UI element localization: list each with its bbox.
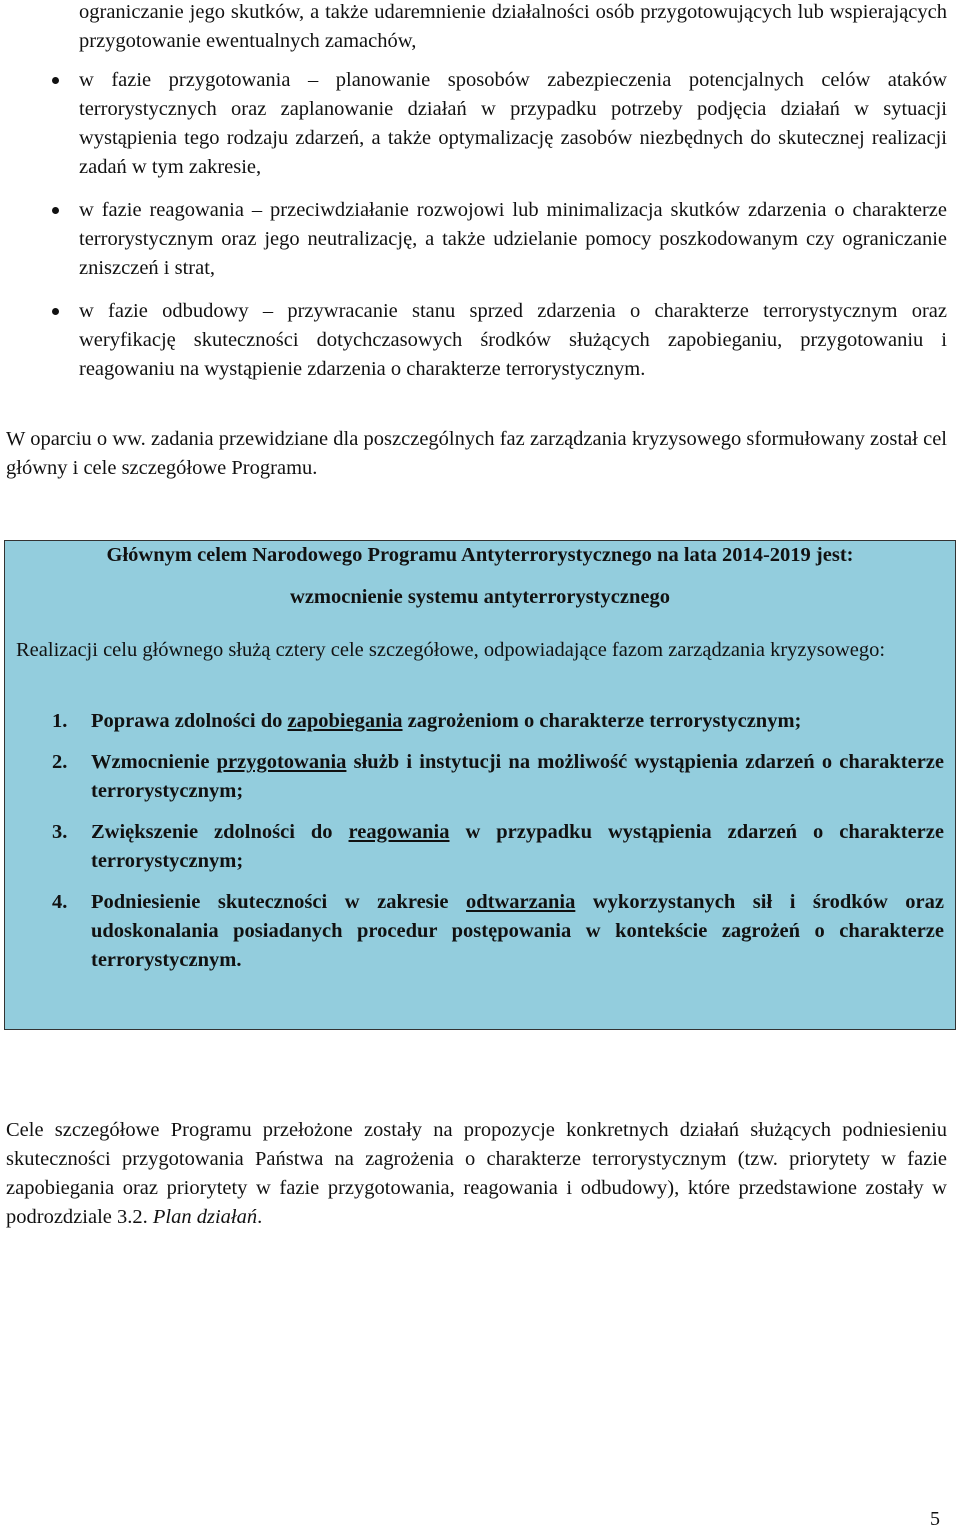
goal-keyword: reagowania [348, 821, 450, 843]
bullet-icon [52, 308, 59, 315]
goal-text: zagrożeniom o charakterze terrorystycznym; [402, 710, 802, 732]
bullet-text: w fazie przygotowania – planowanie sposobów zabezpieczenia potencjalnych celów ataków terrorystycznych oraz zaplanowanie działań w przypadku potrzeby podjęcia działań w sytuacji wystąpienia tego rodzaju zdarzeń, a także optymalizację zasobów niezbędnych do skutecznej realizacji zadań w tym zakresie, [79, 69, 947, 178]
bullet-text: w fazie reagowania – przeciwdziałanie rozwojowi lub minimalizacja skutków zdarzenia o charakterze terrorystycznym oraz jego neutralizację, a także udzielanie pomocy poszkodowanym czy ograniczanie zniszczeń i strat, [79, 199, 947, 279]
closing-text: Cele szczegółowe Programu przełożone zostały na propozycje konkretnych działań służących podniesieniu skuteczności przygotowania Państwa na zagrożenia o charakterze terrorystycznym (tzw. priorytety w fazie zapobiegania oraz priorytety w fazie przygotowania, reagowania i odbudowy), które przedstawione zostały w podrozdziale 3.2. [6, 1119, 947, 1228]
goal-keyword: przygotowania [216, 751, 347, 773]
goal-text: Podniesienie skuteczności w zakresie [91, 891, 466, 913]
bullet-item-preparation [0, 66, 947, 182]
goal-number: 2. [52, 751, 68, 773]
goal-number: 4. [52, 891, 68, 913]
bullet-item-recovery [0, 297, 947, 384]
goal-text: wykorzystanych sił i środków oraz udoskonalania posiadanych procedur postępowania w kontekście zagrożeń o charakterze terrorystycznym. [91, 891, 944, 971]
intro-paragraph: W oparciu o ww. zadania przewidziane dla poszczególnych faz zarządzania kryzysowego sformułowany został cel główny i cele szczegółowe Programu. [6, 428, 947, 479]
goal-box-intro: Realizacji celu głównego służą cztery cele szczegółowe, odpowiadające fazom zarządzania kryzysowego: [16, 639, 886, 661]
goal-text: w przypadku wystąpienia zdarzeń o charakterze terrorystycznym; [91, 821, 944, 872]
goal-keyword: zapobiegania [287, 710, 403, 732]
goal-box-heading: Głównym celem Narodowego Programu Antyterrorystycznego na lata 2014-2019 jest: [106, 544, 854, 566]
goal-keyword: odtwarzania [466, 891, 576, 913]
goal-number: 3. [52, 821, 68, 843]
closing-end: . [257, 1206, 263, 1228]
closing-paragraph [6, 1116, 947, 1232]
specific-goal-item [52, 818, 944, 876]
specific-goals-list [52, 707, 944, 987]
specific-goal-item [52, 748, 944, 806]
page-number: 5 [930, 1508, 940, 1530]
main-goal-text: wzmocnienie systemu antyterrorystycznego [290, 586, 670, 608]
goal-number: 1. [52, 710, 68, 732]
section-reference: Plan działań [152, 1206, 258, 1228]
goal-text: Zwiększenie zdolności do [91, 821, 349, 843]
continuation-paragraph: ograniczanie jego skutków, a także udaremnienie działalności osób przygotowujących lub wspierających przygotowanie ewentualnych zamachów, [79, 1, 947, 52]
bullet-item-response [0, 196, 947, 283]
specific-goal-item [52, 707, 944, 736]
bullet-icon [52, 77, 59, 84]
bullet-text: w fazie odbudowy – przywracanie stanu sprzed zdarzenia o charakterze terrorystycznym oraz weryfikację skuteczności dotychczasowych środków służących zapobieganiu, przygotowaniu i reagowaniu na wystąpienie zdarzenia o charakterze terrorystycznym. [79, 300, 947, 380]
bullet-icon [52, 207, 59, 214]
phase-bullet-list [0, 66, 960, 398]
specific-goal-item [52, 888, 944, 975]
goal-text: służb i instytucji na możliwość wystąpienia zdarzeń o charakterze terrorystycznym; [91, 751, 944, 802]
goal-text: Wzmocnienie [91, 751, 217, 773]
goal-text: Poprawa zdolności do [91, 710, 288, 732]
